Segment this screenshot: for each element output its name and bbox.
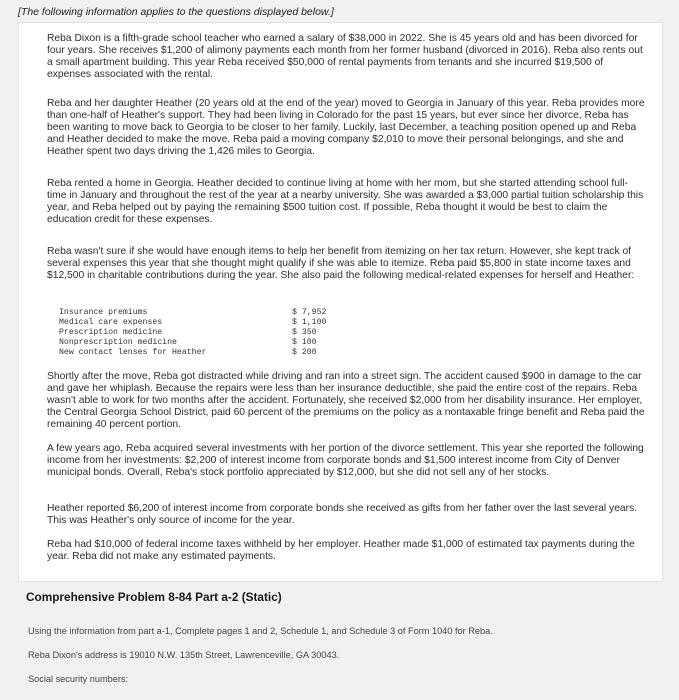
expense-label: New contact lenses for Heather — [59, 348, 207, 357]
paragraph-background: Reba Dixon is a fifth-grade school teacher who earned a salary of $38,000 in 2022. She is 45 years old and has been divorced for four years. She receives $1,200 of alimony payments each month from her former husband (divorced in 2016). Reba also rents out a small apartment building. This year Reba received $50,000 of rental payments from tenants and she incurred $19,500 of expenses associated with the rental. — [47, 33, 643, 81]
expense-row — [59, 348, 329, 358]
address-text: Reba Dixon's address is 19010 N.W. 135th Street, Lawrenceville, GA 30043. — [28, 650, 340, 660]
paragraph-withholding: Reba had $10,000 of federal income taxes withheld by her employer. Heather made $1,000 of estimated tax payments during the year. Reba did not make any estimated payments. — [47, 539, 635, 563]
expense-amount: $ 7,952 — [292, 308, 327, 317]
problem-heading: Comprehensive Problem 8-84 Part a-2 (Static) — [26, 590, 282, 604]
medical-expense-table — [59, 308, 329, 358]
expense-row — [59, 338, 329, 348]
expense-amount: $ 350 — [292, 328, 317, 337]
paragraph-accident: Shortly after the move, Reba got distracted while driving and ran into a street sign. The accident caused $900 in damage to the car and gave her whiplash. Because the repairs were less than her insurance deductible, she paid the entire cost of the repairs. Reba wasn't able to work for two months after the accident. Fortunately, she received $2,000 from her disability insurance. Her employer, the Central Georgia School District, paid 60 percent of the premiums on the policy as a nontaxable fringe benefit and Reba paid the remaining 40 percent portion. — [47, 371, 645, 431]
paragraph-heather-income: Heather reported $6,200 of interest income from corporate bonds she received as gifts from her father over the last several years. This was Heather's only source of income for the year. — [47, 503, 638, 527]
expense-label: Prescription medicine — [59, 328, 163, 337]
expense-label: Nonprescription medicine — [59, 338, 177, 347]
instructions-text: Using the information from part a-1, Complete pages 1 and 2, Schedule 1, and Schedule 3 of Form 1040 for Reba. — [28, 626, 493, 636]
ssn-label: Social security numbers: — [28, 674, 129, 684]
problem-card — [18, 22, 663, 582]
expense-label: Insurance premiums — [59, 308, 148, 317]
expense-amount: $ 200 — [292, 348, 317, 357]
intro-note: [The following information applies to the questions displayed below.] — [18, 6, 334, 18]
paragraph-itemizing: Reba wasn't sure if she would have enough items to help her benefit from itemizing on her tax return. However, she kept track of several expenses this year that she thought might qualify if she was able to itemize. Reba paid $5,800 in state income taxes and $12,500 in charitable contributions during the year. She also paid the following medical-related expenses for herself and Heather: — [47, 246, 635, 282]
expense-row — [59, 318, 329, 328]
paragraph-move: Reba and her daughter Heather (20 years old at the end of the year) moved to Georgia in January of this year. Reba provides more than one-half of Heather's support. They had been living in Colorado for the past 15 years, but ever since her divorce, Reba has been wanting to move back to Georgia to be closer to her family. Luckily, last December, a teaching position opened up and Reba and Heather decided to make the move. Reba paid a moving company $2,010 to move their personal belongings, and she and Heather spent two days driving the 1,426 miles to Georgia. — [47, 98, 645, 158]
expense-label: Medical care expenses — [59, 318, 163, 327]
expense-amount: $ 100 — [292, 338, 317, 347]
paragraph-education: Reba rented a home in Georgia. Heather decided to continue living at home with her mom, but she started attending school full-time in January and throughout the rest of the year at a nearby university. She was awarded a $3,000 partial tuition scholarship this year, and Reba helped out by paying the remaining $500 tuition cost. If possible, Reba thought it would be best to claim the education credit for these expenses. — [47, 178, 644, 226]
expense-amount: $ 1,100 — [292, 318, 327, 327]
paragraph-investments: A few years ago, Reba acquired several investments with her portion of the divorce settlement. This year she reported the following income from her investments: $2,200 of interest income from corporate bonds and $1,500 interest income from City of Denver municipal bonds. Overall, Reba's stock portfolio appreciated by $12,000, but she did not sell any of her stocks. — [47, 443, 644, 479]
expense-row — [59, 328, 329, 338]
expense-row — [59, 308, 329, 318]
